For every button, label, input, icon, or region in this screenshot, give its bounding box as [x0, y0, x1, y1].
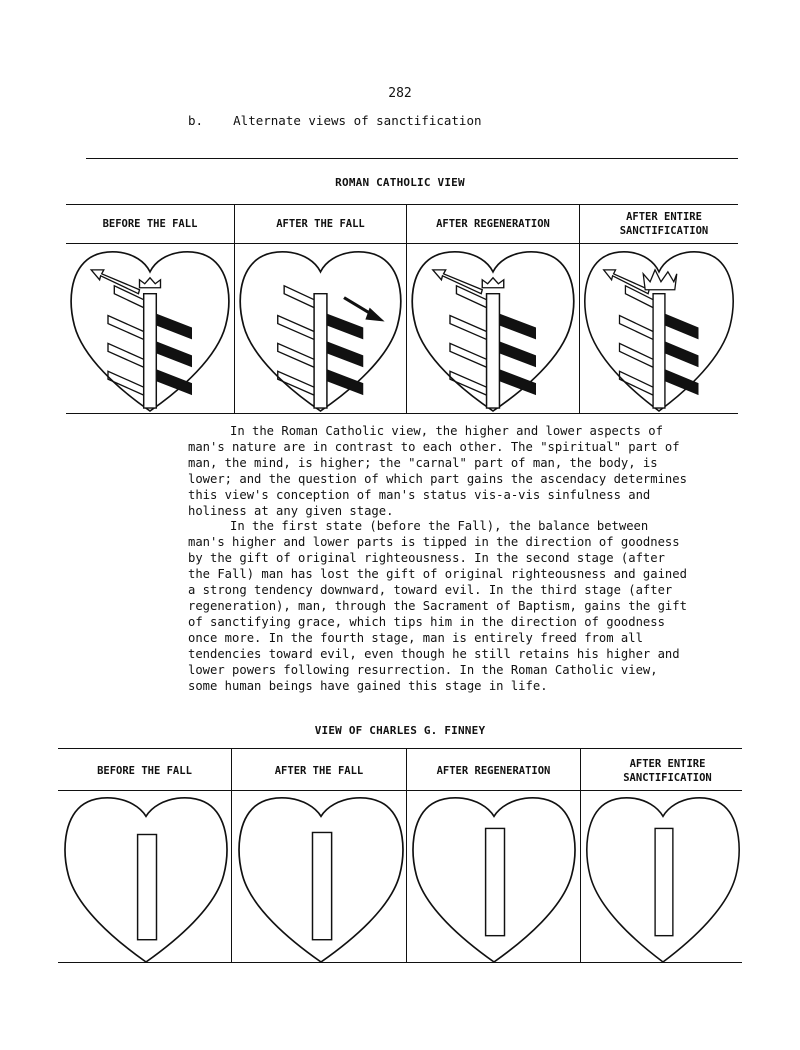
finney-col-header: AFTER ENTIRE SANCTIFICATION: [623, 758, 712, 784]
finney-heart-before-fall: [62, 792, 230, 964]
section-heading: b. Alternate views of sanctification: [188, 113, 482, 128]
finney-col-header: BEFORE THE FALL: [97, 765, 192, 777]
finney-header-top-rule: [58, 748, 742, 749]
rc-heart-before-fall: [66, 244, 234, 413]
finney-heart-after-fall: [236, 792, 406, 964]
rc-header-top-rule: [66, 204, 738, 205]
finney-heart-after-regeneration: [410, 792, 578, 964]
rc-table-title: ROMAN CATHOLIC VIEW: [335, 176, 465, 189]
rc-heart-after-regeneration: [407, 244, 579, 413]
rc-bottom-rule: [66, 413, 738, 414]
paragraph: In the first state (before the Fall), the balance between man's higher and lower parts is tipped in the direction of goodness by the gift of original righteousness. In the second stage (after the Fall) man has lost the gift of original righteousness and gained a strong tendency downward, toward evil. In the third stage (after regeneration), man, through the Sacrament of Baptism, gains the gift of sanctifying grace, which tips him in the direction of goodness once more. In the fourth stage, man is entirely freed from all tendencies toward evil, even though he still retains his higher and lower powers following resurrection. In the Roman Catholic view, some human beings have gained this stage in life.: [188, 519, 687, 693]
body-text: [188, 424, 688, 694]
finney-col-header: AFTER THE FALL: [274, 765, 364, 777]
rc-col-header: AFTER REGENERATION: [436, 218, 550, 230]
rc-col-header: AFTER ENTIRE SANCTIFICATION: [619, 211, 709, 237]
paragraph: In the Roman Catholic view, the higher and lower aspects of man's nature are in contrast to each other. The "spiritual" part of man, the mind, is higher; the "carnal" part of man, the body, is lower; and the question of which part gains the ascendacy determines this view's conception of man's status vis-a-vis sinfulness and holiness at any given stage.: [188, 424, 687, 518]
rc-col-header: BEFORE THE FALL: [102, 218, 198, 230]
rc-top-rule: [86, 158, 738, 159]
finney-header-bottom-rule: [58, 790, 742, 791]
finney-table-title: VIEW OF CHARLES G. FINNEY: [314, 724, 486, 737]
page-number: 282: [388, 86, 412, 101]
rc-heart-after-sanctification: [580, 244, 738, 413]
rc-col-header: AFTER THE FALL: [276, 218, 365, 230]
finney-col-header: AFTER REGENERATION: [436, 765, 551, 777]
finney-col-divider: [580, 748, 581, 962]
finney-heart-after-sanctification: [584, 792, 742, 964]
rc-heart-after-fall: [235, 244, 406, 413]
